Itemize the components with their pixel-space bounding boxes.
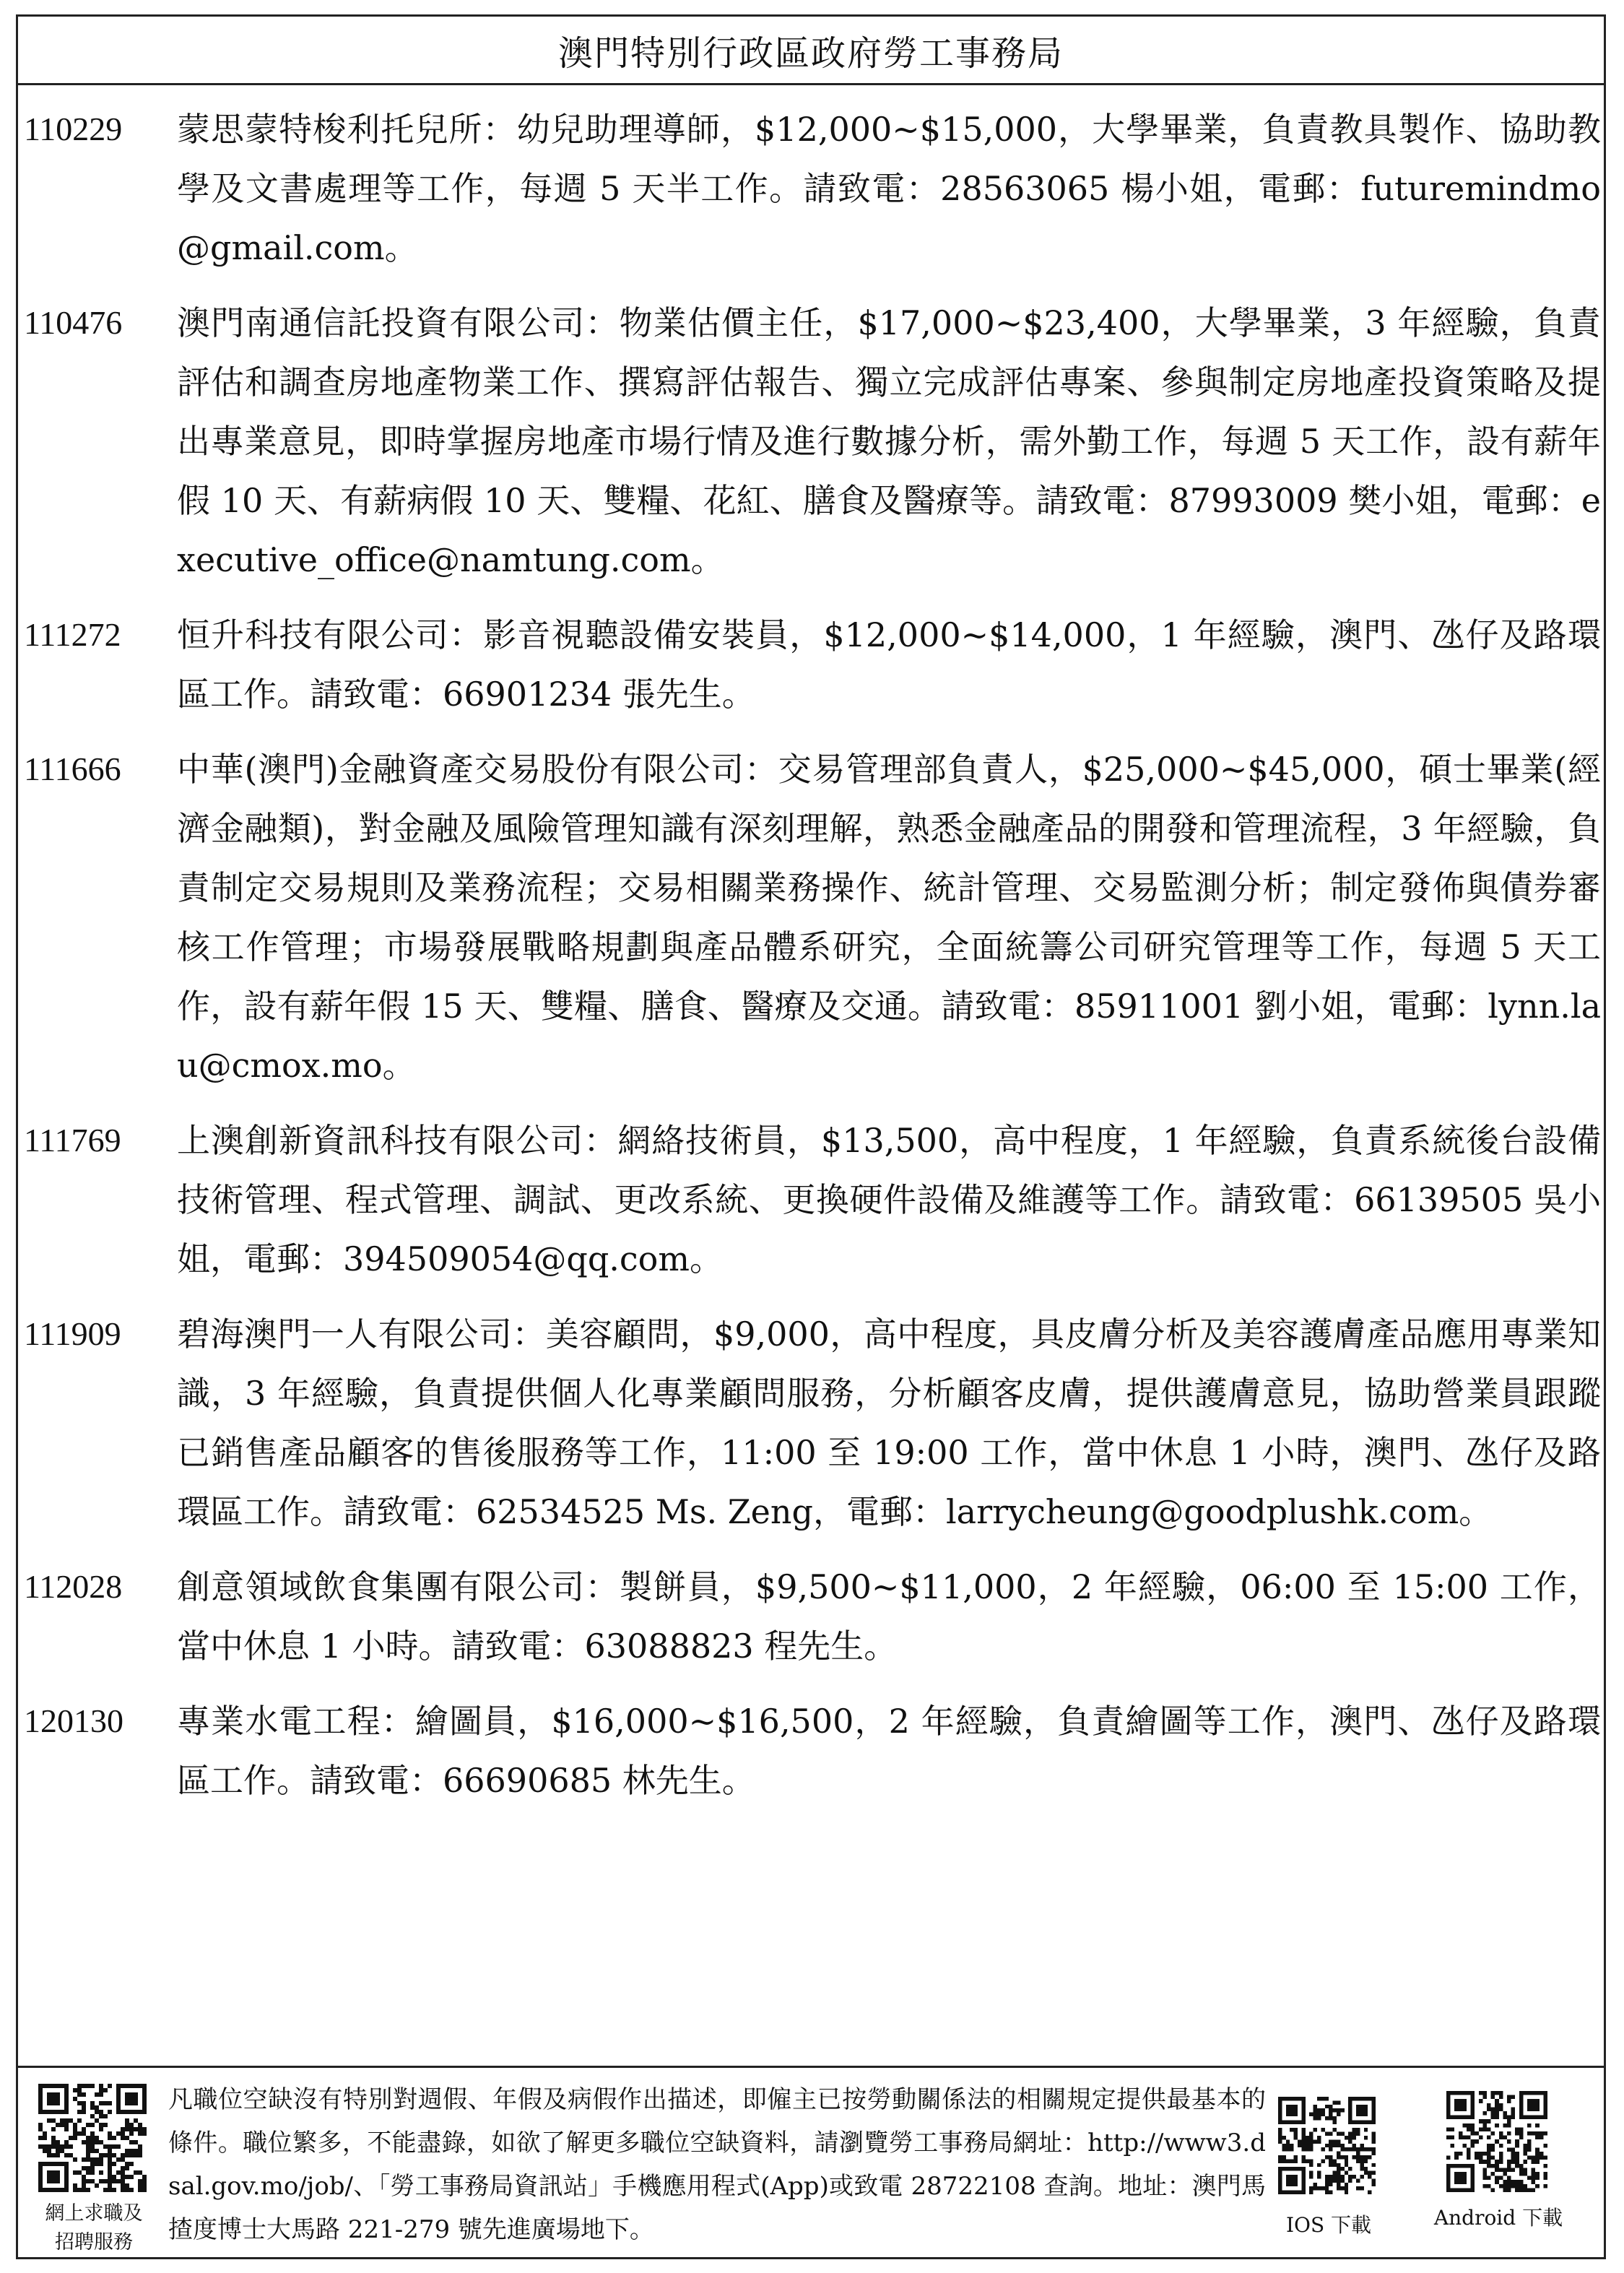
page-title: 澳門特別行政區政府勞工事務局 bbox=[18, 17, 1604, 85]
footer-notice: 凡職位空缺沒有特別對週假、年假及病假作出描述，即僱主已按勞動關係法的相關規定提供最基本的條件。職位繁多，不能盡錄，如欲了解更多職位空缺資料，請瀏覽勞工事務局網址：http://www3.dsal.gov.mo/job/、「勞工事務局資訊站」手機應用程式(App)或致電 28722108 查詢。地址：澳門馬揸度博士大馬路 221-279 號先進廣場地下。 bbox=[168, 2085, 1266, 2244]
job-code: 112028 bbox=[24, 1568, 123, 1605]
job-description: 中華(澳門)金融資產交易股份有限公司：交易管理部負責人，$25,000~$45,000，碩士畢業(經濟金融類)，對金融及風險管理知識有深刻理解，熟悉金融產品的開發和管理流程，3 年經驗，負責制定交易規則及業務流程；交易相關業務操作、統計管理、交易監測分析；制定發佈與債券審核工作管理；市場發展戰略規劃與產品體系研究，全面統籌公司研究管理等工作，每週 5 天工作，設有薪年假 15 天、雙糧、膳食、醫療及交通。請致電：85911001 劉小姐，電郵：lynn.lau@cmox.mo。 bbox=[177, 750, 1601, 1085]
job-listing bbox=[18, 1111, 1604, 1289]
job-listing bbox=[18, 605, 1604, 724]
job-listing bbox=[18, 740, 1604, 1095]
footer bbox=[18, 2066, 1604, 2257]
job-code: 120130 bbox=[24, 1702, 123, 1739]
android-download-label: Android 下載 bbox=[1433, 2206, 1563, 2230]
job-listing bbox=[18, 1692, 1604, 1810]
job-description: 創意領域飲食集團有限公司：製餅員，$9,500~$11,000，2 年經驗，06:00 至 15:00 工作，當中休息 1 小時。請致電：63088823 程先生。 bbox=[177, 1567, 1601, 1666]
job-code: 111272 bbox=[24, 616, 121, 653]
job-listing bbox=[18, 100, 1604, 277]
job-code: 111666 bbox=[24, 750, 121, 787]
job-listing bbox=[18, 1557, 1604, 1676]
ios-qr-code-icon[interactable] bbox=[1278, 2097, 1376, 2194]
qr-code-icon[interactable] bbox=[38, 2084, 147, 2192]
qr-pattern bbox=[1446, 2091, 1547, 2192]
job-listings bbox=[18, 85, 1604, 1810]
job-description: 恒升科技有限公司：影音視聽設備安裝員，$12,000~$14,000，1 年經驗，澳門、氹仔及路環區工作。請致電：66901234 張先生。 bbox=[177, 615, 1601, 714]
job-listing-sheet bbox=[16, 14, 1606, 2259]
job-listing bbox=[18, 293, 1604, 589]
job-description: 碧海澳門一人有限公司：美容顧問，$9,000，高中程度，具皮膚分析及美容護膚產品應用專業知識，3 年經驗，負責提供個人化專業顧問服務，分析顧客皮膚，提供護膚意見，協助營業員跟蹤已銷售產品顧客的售後服務等工作，11:00 至 19:00 工作，當中休息 1 小時，澳門、氹仔及路環區工作。請致電：62534525 Ms. Zeng，電郵：larrycheung@goodplushk.com。 bbox=[177, 1315, 1601, 1531]
caption-line: 網上求職及 bbox=[45, 2202, 143, 2225]
job-description: 專業水電工程：繪圖員，$16,000~$16,500，2 年經驗，負責繪圖等工作，澳門、氹仔及路環區工作。請致電：66690685 林先生。 bbox=[177, 1702, 1601, 1800]
job-code: 110229 bbox=[24, 111, 123, 147]
ios-download-label: IOS 下載 bbox=[1285, 2213, 1372, 2237]
job-listing bbox=[18, 1304, 1604, 1541]
job-code: 110476 bbox=[24, 304, 123, 341]
online-job-service-caption bbox=[25, 2199, 162, 2257]
job-description: 蒙思蒙特梭利托兒所：幼兒助理導師，$12,000~$15,000，大學畢業，負責教具製作、協助教學及文書處理等工作，每週 5 天半工作。請致電：28563065 楊小姐，電郵：futuremindmo@gmail.com。 bbox=[177, 110, 1601, 267]
qr-pattern bbox=[1278, 2097, 1376, 2194]
job-description: 上澳創新資訊科技有限公司：網絡技術員，$13,500，高中程度，1 年經驗，負責系統後台設備技術管理、程式管理、調試、更改系統、更換硬件設備及維護等工作。請致電：66139505 吳小姐，電郵：394509054@qq.com。 bbox=[177, 1121, 1601, 1278]
android-qr-code-icon[interactable] bbox=[1446, 2091, 1547, 2192]
job-description: 澳門南通信託投資有限公司：物業估價主任，$17,000~$23,400，大學畢業，3 年經驗，負責評估和調查房地產物業工作、撰寫評估報告、獨立完成評估專案、參與制定房地產投資策略及提出專業意見，即時掌握房地產市場行情及進行數據分析，需外勤工作，每週 5 天工作，設有薪年假 10 天、有薪病假 10 天、雙糧、花紅、膳食及醫療等。請致電：87993009 樊小姐，電郵：executive_office@namtung.com。 bbox=[177, 303, 1601, 579]
job-code: 111909 bbox=[24, 1315, 121, 1352]
caption-line: 招聘服務 bbox=[55, 2231, 133, 2253]
job-code: 111769 bbox=[24, 1122, 121, 1159]
qr-pattern bbox=[38, 2084, 147, 2192]
